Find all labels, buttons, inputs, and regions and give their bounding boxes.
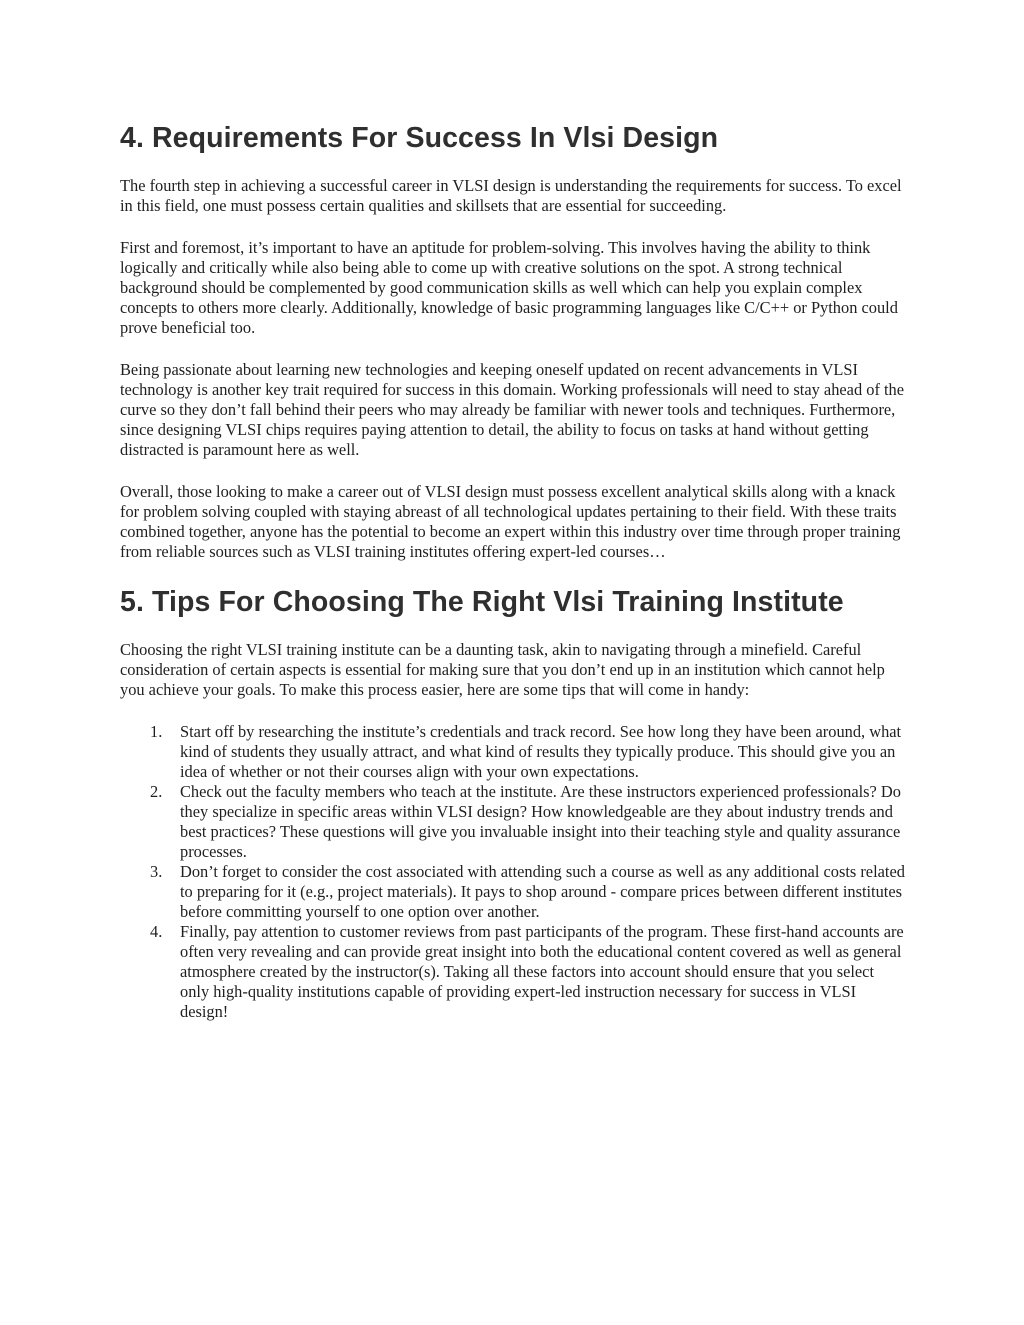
section-heading: 4. Requirements For Success In Vlsi Design bbox=[120, 122, 719, 154]
list-number: 4. bbox=[150, 922, 163, 941]
list-item bbox=[150, 782, 906, 862]
section-heading: 5. Tips For Choosing The Right Vlsi Training Institute bbox=[120, 586, 844, 618]
list-number: 3. bbox=[150, 862, 163, 881]
paragraph: First and foremost, it’s important to have an aptitude for problem-solving. This involves having the ability to think logically and critically while also being able to come up with creative solutions on the spot. A strong technical background should be complemented by good communication skills as well which can help you explain complex concepts to others more clearly. Additionally, knowledge of basic programming languages like C/C++ or Python could prove beneficial too. bbox=[120, 238, 898, 337]
tips-list bbox=[120, 722, 906, 1022]
list-item bbox=[150, 722, 906, 782]
list-item bbox=[150, 862, 906, 922]
list-item-text: Check out the faculty members who teach at the institute. Are these instructors experienced professionals? Do they specialize in specific areas within VLSI design? How knowledgeable are they about industry trends and best practices? These questions will give you invaluable insight into their teaching style and quality assurance processes. bbox=[180, 782, 901, 861]
paragraph: Being passionate about learning new technologies and keeping oneself updated on recent advancements in VLSI technology is another key trait required for success in this domain. Working professionals will need to stay ahead of the curve so they don’t fall behind their peers who may already be familiar with newer tools and techniques. Furthermore, since designing VLSI chips requires paying attention to detail, the ability to focus on tasks at hand without getting distracted is paramount here as well. bbox=[120, 360, 905, 459]
paragraph: The fourth step in achieving a successful career in VLSI design is understanding the requirements for success. To excel in this field, one must possess certain qualities and skillsets that are essential for succeeding. bbox=[120, 176, 902, 215]
section-tips bbox=[120, 582, 906, 1022]
list-number: 1. bbox=[150, 722, 163, 741]
list-item-text: Start off by researching the institute’s credentials and track record. See how long they have been around, what kind of students they usually attract, and what kind of results they typically produce. This should give you an idea of whether or not their courses align with your own expectations. bbox=[180, 722, 902, 781]
section-requirements bbox=[120, 118, 906, 562]
document-page bbox=[120, 118, 906, 1022]
list-item-text: Don’t forget to consider the cost associated with attending such a course as well as any additional costs related to preparing for it (e.g., project materials). It pays to shop around - compare prices between different institutes before committing yourself to one option over another. bbox=[180, 862, 905, 921]
list-item-text: Finally, pay attention to customer reviews from past participants of the program. These first-hand accounts are often very revealing and can provide great insight into both the educational content covered as well as general atmosphere created by the instructor(s). Taking all these factors into account should ensure that you select only high-quality institutions capable of providing expert-led instruction necessary for success in VLSI design! bbox=[180, 922, 904, 1021]
list-item bbox=[150, 922, 906, 1022]
paragraph: Overall, those looking to make a career out of VLSI design must possess excellent analytical skills along with a knack for problem solving coupled with staying abreast of all technological updates pertaining to their field. With these traits combined together, anyone has the potential to become an expert within this industry over time through proper training from reliable sources such as VLSI training institutes offering expert-led courses… bbox=[120, 482, 901, 561]
paragraph: Choosing the right VLSI training institute can be a daunting task, akin to navigating through a minefield. Careful consideration of certain aspects is essential for making sure that you don’t end up in an institution which cannot help you achieve your goals. To make this process easier, here are some tips that will come in handy: bbox=[120, 640, 885, 699]
list-number: 2. bbox=[150, 782, 163, 801]
